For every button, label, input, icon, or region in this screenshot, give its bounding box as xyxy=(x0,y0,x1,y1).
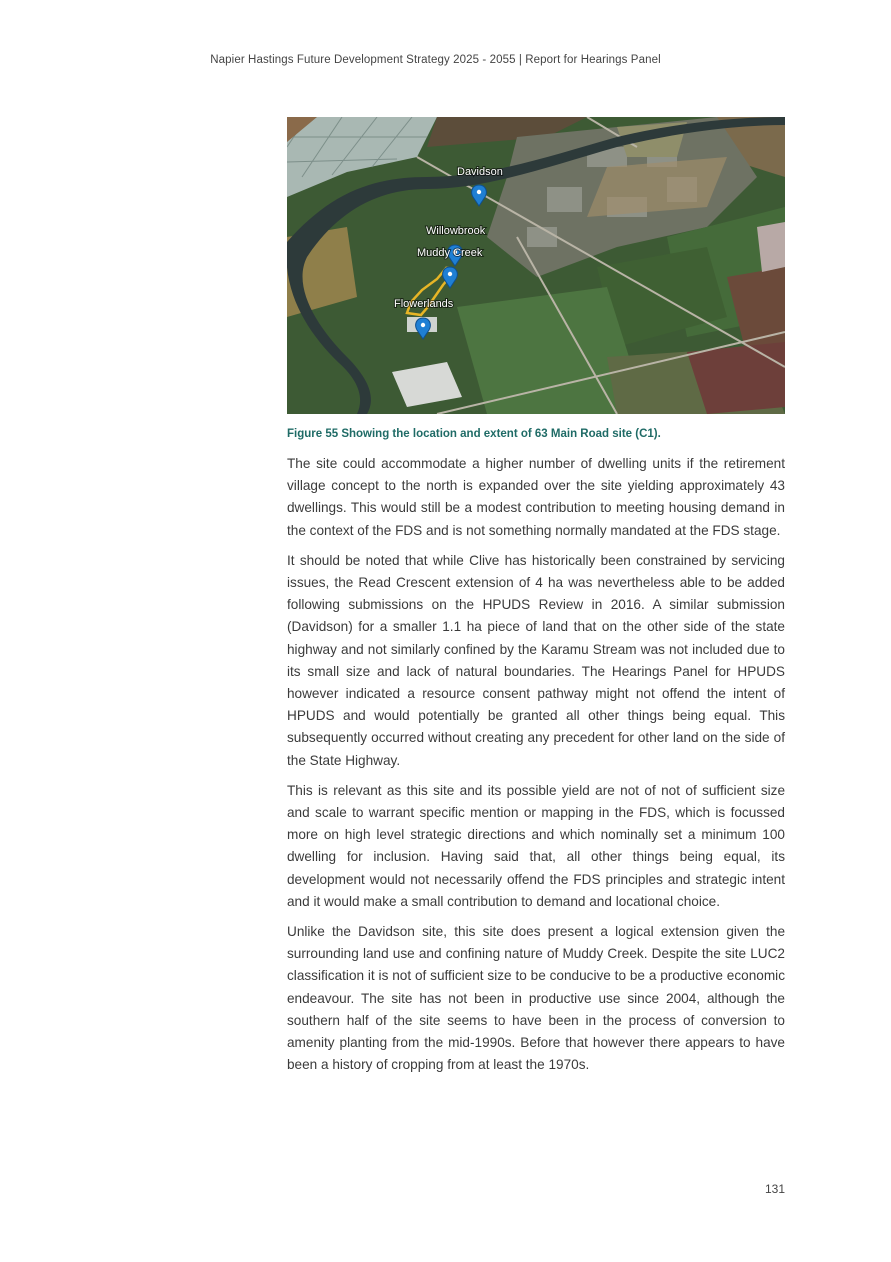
paragraph: The site could accommodate a higher number of dwelling units if the retirement village concept to the north is expanded over the site yielding approximately 43 dwellings. This would still be a modest contribution to meeting housing demand in the context of the FDS and is not something normally mandated at the FDS stage. xyxy=(287,456,785,538)
aerial-map-figure xyxy=(287,117,785,414)
page-header: Napier Hastings Future Development Strategy 2025 - 2055 | Report for Hearings Panel xyxy=(210,54,661,66)
page-number: 131 xyxy=(764,1182,785,1196)
map-label-flowerlands: Flowerlands xyxy=(394,298,454,310)
map-label-davidson: Davidson xyxy=(457,166,503,178)
paragraph: It should be noted that while Clive has historically been constrained by servicing issues, the Read Crescent extension of 4 ha was nevertheless able to be added following submissions on the HPUDS Review in 2016. A similar submission (Davidson) for a smaller 1.1 ha piece of land that on the other side of the state highway and not similarly confined by the Karamu Stream was not included due to its small size and lack of natural boundaries. The Hearings Panel for HPUDS however indicated a resource consent pathway might not offend the intent of HPUDS and would potentially be granted all other things being equal. This subsequently occurred without creating any precedent for other land on the side of the State Highway. xyxy=(287,552,785,768)
paragraph: Unlike the Davidson site, this site does present a logical extension given the surrounding land use and confining nature of Muddy Creek. Despite the site LUC2 classification it is not of sufficient size to be conducive to be a productive economic endeavour. The site has not been in productive use since 2004, although the southern half of the site seems to have been in the process of conversion to amenity planting from the mid-1990s. Before that however there appears to have been a history of cropping from at least the 1970s. xyxy=(287,924,785,1073)
aerial-map xyxy=(287,117,785,414)
map-label-willowbrook: Willowbrook xyxy=(426,225,486,237)
body-text xyxy=(287,453,785,1084)
map-label-muddy-creek: Muddy Creek xyxy=(417,247,483,259)
paragraph: This is relevant as this site and its possible yield are not of not of sufficient size and scale to warrant specific mention or mapping in the FDS, which is focussed more on high level strategic directions and which nominally set a minimum 100 dwelling for inclusion. Having said that, all other things being equal, its development would not necessarily offend the FDS principles and strategic intent and it would make a small contribution to demand and locational choice. xyxy=(287,782,785,909)
figure-caption: Figure 55 Showing the location and extent of 63 Main Road site (C1). xyxy=(287,428,661,440)
